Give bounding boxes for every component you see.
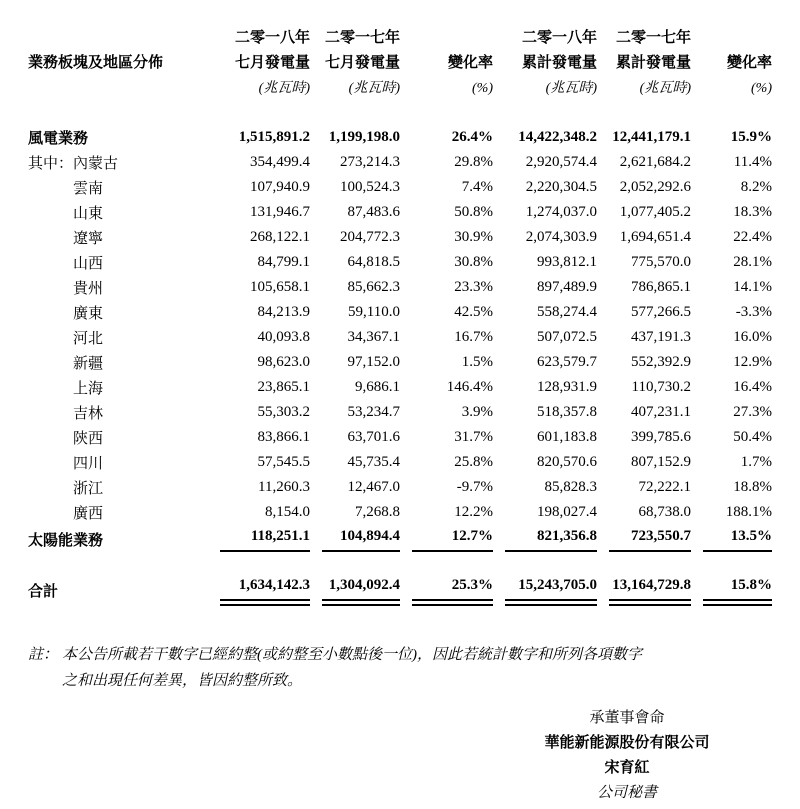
- cell-value: 27.3%: [733, 404, 772, 420]
- row-label-text: 新疆: [73, 356, 104, 372]
- row-label-text: 廣西: [73, 506, 104, 522]
- column-header-segment: [28, 26, 208, 101]
- table-row: [28, 500, 772, 525]
- cell-value: -3.3%: [735, 304, 772, 320]
- column-header: 二零一七年 累計發電量 (兆瓦時): [615, 30, 691, 96]
- cell-value: 8.2%: [740, 179, 772, 195]
- cell-value: 104,894.4: [310, 525, 400, 553]
- cell-value: 2,920,574.4: [525, 154, 597, 170]
- table-header: [28, 26, 772, 125]
- cell-value: 12.9%: [733, 354, 772, 370]
- cell-value: 354,499.4: [250, 154, 310, 170]
- table-row: [28, 200, 772, 225]
- cell-value: 897,489.9: [537, 279, 597, 295]
- cell-value: 775,570.0: [631, 254, 691, 270]
- cell-value: 85,662.3: [347, 279, 400, 295]
- cell-value: 1.5%: [461, 354, 493, 370]
- table-row: [28, 375, 772, 400]
- cell-value: 437,191.3: [631, 329, 691, 345]
- row-label-text: 太陽能業務: [28, 532, 104, 549]
- table-row: [28, 300, 772, 325]
- cell-value: 2,052,292.6: [619, 179, 691, 195]
- header-row: [28, 26, 772, 101]
- row-label: [28, 250, 208, 275]
- cell-value: 29.8%: [454, 154, 493, 170]
- cell-value: 12.7%: [400, 525, 493, 553]
- cell-value: 198,027.4: [537, 504, 597, 520]
- cell-value: 13.5%: [691, 525, 772, 553]
- row-label: [28, 300, 208, 325]
- column-header: 變化率 (%): [447, 55, 493, 96]
- cell-value: 105,658.1: [250, 279, 310, 295]
- cell-value: 7.4%: [461, 179, 493, 195]
- cell-value: 63,701.6: [347, 429, 400, 445]
- row-label: [28, 350, 208, 375]
- cell-value: 601,183.8: [537, 429, 597, 445]
- cell-value: 15,243,705.0: [493, 575, 597, 606]
- row-label-text: 風電業務: [28, 131, 89, 147]
- row-spacer: [28, 553, 772, 575]
- table-row: [28, 275, 772, 300]
- cell-value: 22.4%: [733, 229, 772, 245]
- table-row: [28, 175, 772, 200]
- cell-value: 16.7%: [454, 329, 493, 345]
- cell-value: 25.8%: [454, 454, 493, 470]
- row-label: [28, 475, 208, 500]
- table-row: [28, 425, 772, 450]
- cell-value: 84,213.9: [257, 304, 310, 320]
- cell-value: 45,735.4: [347, 454, 400, 470]
- row-label: [28, 275, 208, 300]
- cell-value: 84,799.1: [257, 254, 310, 270]
- secretary-title: 公司秘書: [596, 785, 657, 801]
- cell-value: 993,812.1: [537, 254, 597, 270]
- cell-value: 16.0%: [733, 329, 772, 345]
- cell-value: 118,251.1: [208, 525, 310, 553]
- row-label: [28, 125, 208, 150]
- row-label-text: 雲南: [73, 181, 104, 197]
- row-label-text: 河北: [73, 331, 104, 347]
- cell-value: 87,483.6: [347, 204, 400, 220]
- column-header: 二零一八年 七月發電量 (兆瓦時): [234, 30, 310, 96]
- cell-value: 53,234.7: [347, 404, 400, 420]
- row-label: [28, 400, 208, 425]
- generation-table: [28, 26, 772, 606]
- row-label-text: 陝西: [73, 431, 104, 447]
- row-label-prefix: 其中：: [28, 156, 74, 172]
- row-label: [28, 575, 208, 606]
- cell-value: 107,940.9: [250, 179, 310, 195]
- cell-value: 1,274,037.0: [525, 204, 597, 220]
- table-row: [28, 225, 772, 250]
- cell-value: 85,828.3: [544, 479, 597, 495]
- cell-value: 820,570.6: [537, 454, 597, 470]
- cell-value: 25.3%: [400, 575, 493, 606]
- cell-value: 83,866.1: [257, 429, 310, 445]
- company-name: 華能新能源股份有限公司: [544, 735, 710, 751]
- cell-value: -9.7%: [456, 479, 493, 495]
- row-label-text: 浙江: [73, 481, 104, 497]
- cell-value: 30.8%: [454, 254, 493, 270]
- column-header: 變化率 (%): [726, 55, 772, 96]
- cell-value: 59,110.0: [348, 304, 400, 320]
- row-label-text: 合計: [28, 584, 59, 600]
- row-label-text: 內蒙古: [73, 156, 119, 172]
- row-label: [28, 150, 208, 175]
- cell-value: 1,634,142.3: [208, 575, 310, 606]
- cell-value: 12,467.0: [347, 479, 400, 495]
- cell-value: 8,154.0: [265, 504, 310, 520]
- cell-value: 1,694,651.4: [619, 229, 691, 245]
- table-row: [28, 400, 772, 425]
- cell-value: 72,222.1: [638, 479, 691, 495]
- cell-value: 28.1%: [733, 254, 772, 270]
- cell-value: 786,865.1: [631, 279, 691, 295]
- row-label-text: 四川: [73, 456, 104, 472]
- table-row: [28, 150, 772, 175]
- cell-value: 1,077,405.2: [619, 204, 691, 220]
- signature-block: [482, 706, 772, 806]
- by-order-of-board: 承董事會命: [589, 710, 665, 726]
- cell-value: 68,738.0: [638, 504, 691, 520]
- footnote-tag: 註：: [28, 647, 59, 663]
- cell-value: 12,441,179.1: [612, 129, 691, 145]
- column-header: 二零一七年 七月發電量 (兆瓦時): [324, 30, 400, 96]
- cell-value: 16.4%: [733, 379, 772, 395]
- cell-value: 807,152.9: [631, 454, 691, 470]
- cell-value: 31.7%: [454, 429, 493, 445]
- cell-value: 23.3%: [454, 279, 493, 295]
- row-label: [28, 225, 208, 250]
- row-label-text: 廣東: [73, 306, 104, 322]
- cell-value: 18.8%: [733, 479, 772, 495]
- cell-value: 11,260.3: [258, 479, 310, 495]
- secretary-name: 宋育紅: [604, 760, 650, 776]
- footnote-line-1: 本公告所載若干數字已經約整(或約整至小數點後一位)，因此若統計數字和所列各項數字: [62, 647, 642, 663]
- cell-value: 2,074,303.9: [525, 229, 597, 245]
- cell-value: 14,422,348.2: [518, 129, 597, 145]
- cell-value: 399,785.6: [631, 429, 691, 445]
- cell-value: 1.7%: [740, 454, 772, 470]
- cell-value: 146.4%: [446, 379, 493, 395]
- table-row: [28, 350, 772, 375]
- cell-value: 40,093.8: [257, 329, 310, 345]
- cell-value: 97,152.0: [347, 354, 400, 370]
- cell-value: 821,356.8: [493, 525, 597, 553]
- cell-value: 131,946.7: [250, 204, 310, 220]
- cell-value: 1,304,092.4: [310, 575, 400, 606]
- cell-value: 9,686.1: [355, 379, 400, 395]
- cell-value: 14.1%: [733, 279, 772, 295]
- row-label-text: 遼寧: [73, 231, 104, 247]
- row-label: [28, 425, 208, 450]
- row-label-text: 山西: [73, 256, 104, 272]
- cell-value: 558,274.4: [537, 304, 597, 320]
- cell-value: 188.1%: [725, 504, 772, 520]
- cell-value: 507,072.5: [537, 329, 597, 345]
- row-label: [28, 525, 208, 553]
- row-label: [28, 375, 208, 400]
- cell-value: 64,818.5: [347, 254, 400, 270]
- cell-value: 42.5%: [454, 304, 493, 320]
- cell-value: 18.3%: [733, 204, 772, 220]
- cell-value: 7,268.8: [355, 504, 400, 520]
- cell-value: 268,122.1: [250, 229, 310, 245]
- cell-value: 552,392.9: [631, 354, 691, 370]
- row-label-text: 吉林: [73, 406, 104, 422]
- table-row: [28, 450, 772, 475]
- cell-value: 623,579.7: [537, 354, 597, 370]
- row-label: [28, 500, 208, 525]
- cell-value: 128,931.9: [537, 379, 597, 395]
- footnote-line-2: 之和出現任何差異，皆因約整所致。: [62, 673, 303, 689]
- row-label-text: 山東: [73, 206, 104, 222]
- cell-value: 407,231.1: [631, 404, 691, 420]
- cell-value: 1,515,891.2: [238, 129, 310, 145]
- cell-value: 204,772.3: [340, 229, 400, 245]
- cell-value: 15.9%: [730, 129, 772, 145]
- cell-value: 50.8%: [454, 204, 493, 220]
- cell-value: 15.8%: [691, 575, 772, 606]
- row-label: [28, 175, 208, 200]
- cell-value: 55,303.2: [257, 404, 310, 420]
- cell-value: 1,199,198.0: [328, 129, 400, 145]
- row-label-text: 上海: [73, 381, 104, 397]
- cell-value: 577,266.5: [631, 304, 691, 320]
- table-row: [28, 250, 772, 275]
- header-spacer: [28, 101, 772, 125]
- table-body: [28, 125, 772, 606]
- table-row: [28, 125, 772, 150]
- table-row: [28, 525, 772, 553]
- cell-value: 57,545.5: [257, 454, 310, 470]
- cell-value: 723,550.7: [597, 525, 691, 553]
- table-row: [28, 475, 772, 500]
- cell-value: 110,730.2: [631, 379, 691, 395]
- cell-value: 100,524.3: [340, 179, 400, 195]
- footnote: [28, 642, 772, 694]
- cell-value: 23,865.1: [257, 379, 310, 395]
- row-label-text: 貴州: [73, 281, 104, 297]
- cell-value: 26.4%: [451, 129, 493, 145]
- cell-value: 50.4%: [733, 429, 772, 445]
- row-label: [28, 325, 208, 350]
- cell-value: 2,220,304.5: [525, 179, 597, 195]
- cell-value: 11.4%: [733, 154, 772, 170]
- table-row: [28, 575, 772, 606]
- cell-value: 273,214.3: [340, 154, 400, 170]
- cell-value: 30.9%: [454, 229, 493, 245]
- cell-value: 13,164,729.8: [597, 575, 691, 606]
- cell-value: 98,623.0: [257, 354, 310, 370]
- segment-header-label: 業務板塊及地區分佈: [28, 55, 164, 71]
- cell-value: 518,357.8: [537, 404, 597, 420]
- table-row: [28, 325, 772, 350]
- cell-value: 2,621,684.2: [619, 154, 691, 170]
- footnote-text: [62, 642, 772, 694]
- cell-value: 12.2%: [454, 504, 493, 520]
- row-label: [28, 200, 208, 225]
- cell-value: 3.9%: [461, 404, 493, 420]
- row-label: [28, 450, 208, 475]
- column-header: 二零一八年 累計發電量 (兆瓦時): [521, 30, 597, 96]
- cell-value: 34,367.1: [347, 329, 400, 345]
